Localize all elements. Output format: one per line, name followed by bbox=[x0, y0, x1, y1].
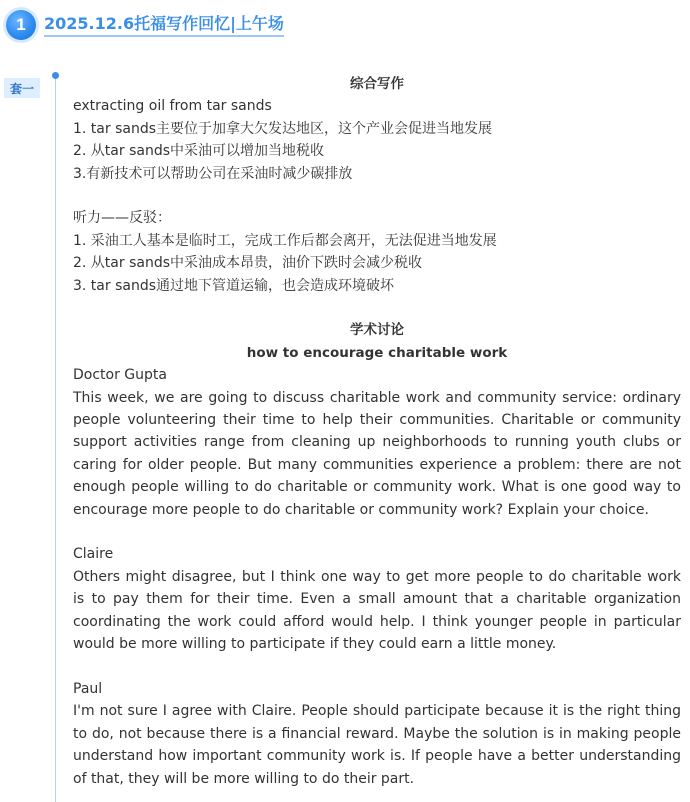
professor-name: Doctor Gupta bbox=[73, 367, 167, 384]
student-post-claire: Others might disagree, but I think one way to get more people to do charitable work is to pay them for their time. Even a small amount that a charitable organization coordinating the work could afford would help. I think younger people in particular would be more willing to participate if they could earn a little money. bbox=[73, 568, 681, 653]
listening-point: 3. tar sands通过地下管道运输，也会造成环境破坏 bbox=[73, 277, 395, 294]
article-content bbox=[73, 73, 681, 790]
timeline-dot bbox=[52, 72, 59, 79]
reading-point: 1. tar sands主要位于加拿大欠发达地区，这个产业会促进当地发展 bbox=[73, 120, 493, 137]
listening-point: 2. 从tar sands中采油成本昂贵，油价下跌时会减少税收 bbox=[73, 255, 423, 272]
section-header bbox=[4, 8, 284, 42]
section-number-badge: 1 bbox=[6, 10, 36, 40]
spacer bbox=[73, 185, 681, 207]
spacer bbox=[73, 297, 681, 319]
integrated-writing-heading: 综合写作 bbox=[350, 76, 404, 92]
reading-point: 3.有新技术可以帮助公司在采油时减少碳排放 bbox=[73, 165, 353, 182]
listening-point: 1. 采油工人基本是临时工，完成工作后都会离开，无法促进当地发展 bbox=[73, 232, 497, 249]
student-name-claire: Claire bbox=[73, 546, 114, 563]
spacer bbox=[73, 521, 681, 543]
listening-label: 听力——反驳： bbox=[73, 210, 171, 227]
academic-discussion-topic: how to encourage charitable work bbox=[246, 344, 508, 361]
student-name-paul: Paul bbox=[73, 680, 103, 697]
academic-discussion-heading: 学术讨论 bbox=[350, 322, 404, 339]
professor-prompt: This week, we are going to discuss charitable work and community service: ordinary people volunteering their time to help their communities. Charitable or community support activities range from cleaning up neighborhoods to running youth clubs or caring for older people. But many communities experience a problem: there are not enough people willing to do charitable or community work. What is one good way to encourage more people to do charitable or community work? Explain your choice. bbox=[73, 389, 681, 518]
set-label-tag: 套一 bbox=[4, 78, 40, 98]
student-post-paul: I'm not sure I agree with Claire. People should participate because it is the right thing to do, not because there is a financial reward. Maybe the solution is in making people understand how important community work is. If people have a better understanding of that, they will be more willing to do their part. bbox=[73, 703, 681, 787]
section-title: 2025.12.6托福写作回忆|上午场 bbox=[44, 14, 284, 37]
timeline-line bbox=[55, 78, 56, 802]
spacer bbox=[73, 656, 681, 678]
integrated-topic: extracting oil from tar sands bbox=[73, 98, 272, 115]
reading-point: 2. 从tar sands中采油可以增加当地税收 bbox=[73, 143, 325, 160]
